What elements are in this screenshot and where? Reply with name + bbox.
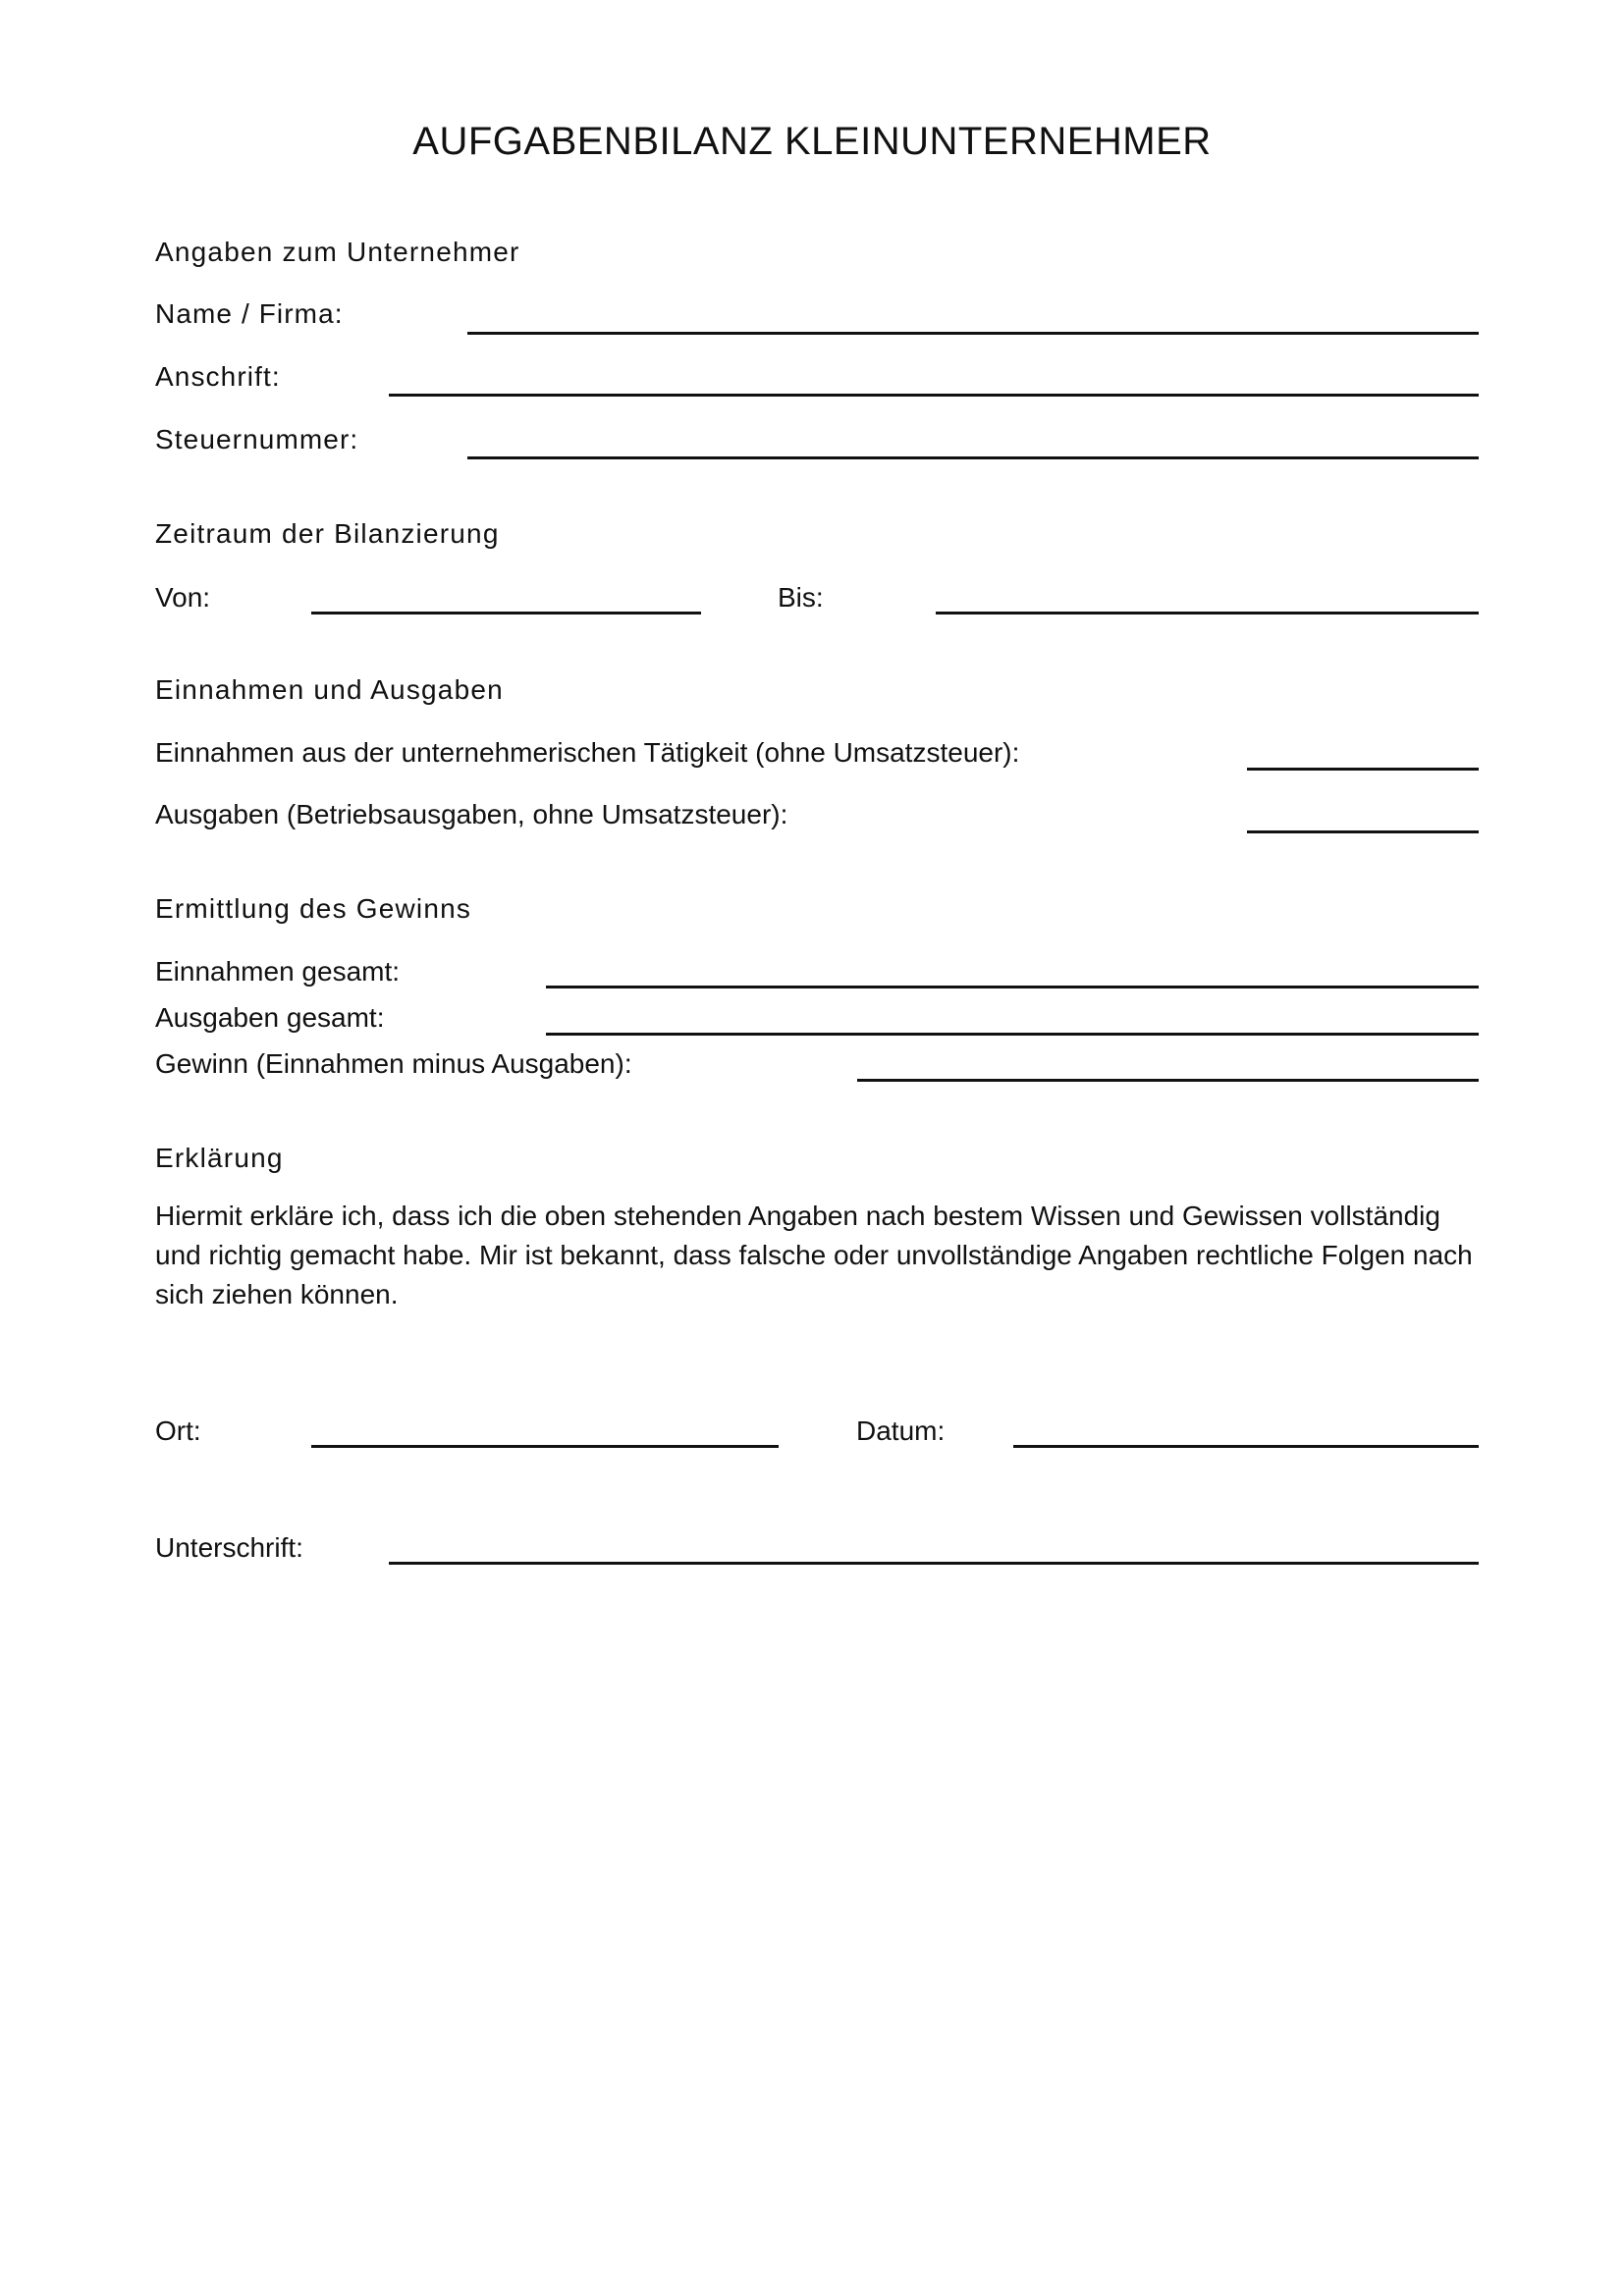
income-total-field-line[interactable] (546, 986, 1479, 988)
address-label: Anschrift: (155, 361, 281, 392)
section-heading-declaration: Erklärung (155, 1143, 284, 1173)
declaration-text: Hiermit erkläre ich, dass ich die oben stehenden Angaben nach bestem Wissen und Gewissen vollständig und richtig gemacht habe. Mir ist bekannt, dass falsche oder unvollständige Angaben rechtliche Folgen nach sich ziehen können. (155, 1201, 1473, 1309)
period-from-label: Von: (155, 582, 211, 613)
section-heading-period: Zeitraum der Bilanzierung (155, 518, 500, 549)
name-field-line[interactable] (467, 332, 1479, 335)
income-field-line[interactable] (1247, 768, 1479, 771)
period-to-label: Bis: (778, 582, 824, 613)
expenses-field-line[interactable] (1247, 830, 1479, 833)
date-field-line[interactable] (1013, 1445, 1479, 1448)
income-label: Einnahmen aus der unternehmerischen Tätigkeit (ohne Umsatzsteuer): (155, 737, 1020, 768)
signature-field-line[interactable] (389, 1562, 1479, 1565)
place-label: Ort: (155, 1415, 201, 1446)
section-heading-company: Angaben zum Unternehmer (155, 237, 520, 267)
profit-field-line[interactable] (857, 1079, 1479, 1082)
expenses-total-field-line[interactable] (546, 1033, 1479, 1036)
expenses-label: Ausgaben (Betriebsausgaben, ohne Umsatzsteuer): (155, 799, 788, 829)
section-heading-profit: Ermittlung des Gewinns (155, 893, 472, 924)
income-total-label: Einnahmen gesamt: (155, 956, 401, 987)
period-from-field-line[interactable] (311, 612, 701, 614)
expenses-total-label: Ausgaben gesamt: (155, 1002, 385, 1033)
section-heading-income-expenses: Einnahmen und Ausgaben (155, 674, 504, 705)
name-label: Name / Firma: (155, 298, 344, 329)
profit-label: Gewinn (Einnahmen minus Ausgaben): (155, 1048, 632, 1079)
period-to-field-line[interactable] (936, 612, 1479, 614)
tax-number-label: Steuernummer: (155, 424, 359, 454)
document-title: AUFGABENBILANZ KLEINUNTERNEHMER (412, 120, 1212, 163)
signature-label: Unterschrift: (155, 1532, 303, 1563)
tax-number-field-line[interactable] (467, 456, 1479, 459)
place-field-line[interactable] (311, 1445, 779, 1448)
address-field-line[interactable] (389, 394, 1479, 397)
date-label: Datum: (856, 1415, 946, 1446)
